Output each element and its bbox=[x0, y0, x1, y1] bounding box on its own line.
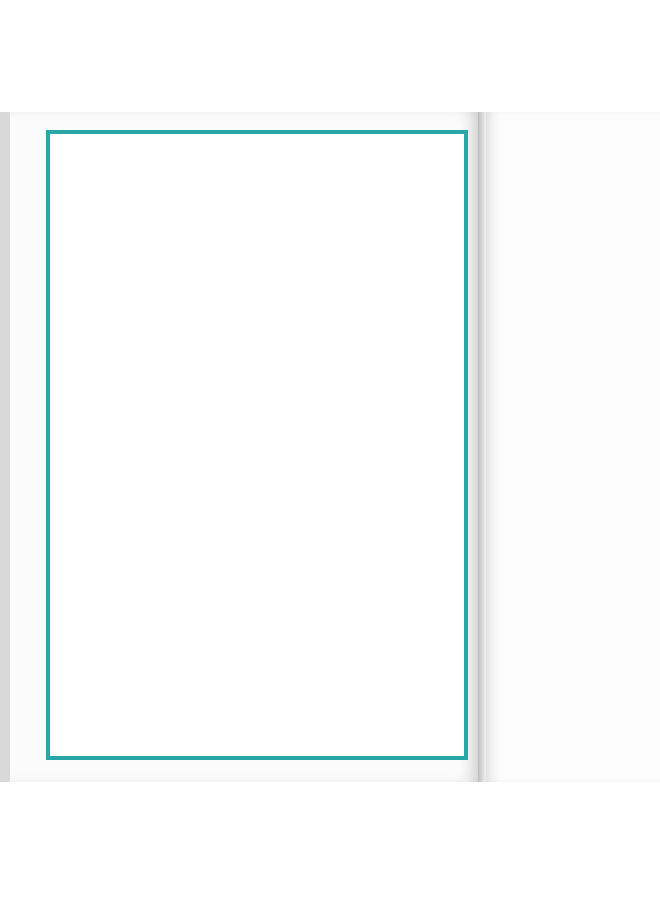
book-gutter bbox=[478, 112, 486, 782]
left-page bbox=[10, 112, 480, 782]
right-page bbox=[486, 112, 660, 782]
open-book bbox=[0, 112, 660, 782]
article-column-2 bbox=[275, 286, 449, 295]
devotional-card bbox=[46, 130, 468, 760]
article-column-1 bbox=[86, 286, 260, 295]
